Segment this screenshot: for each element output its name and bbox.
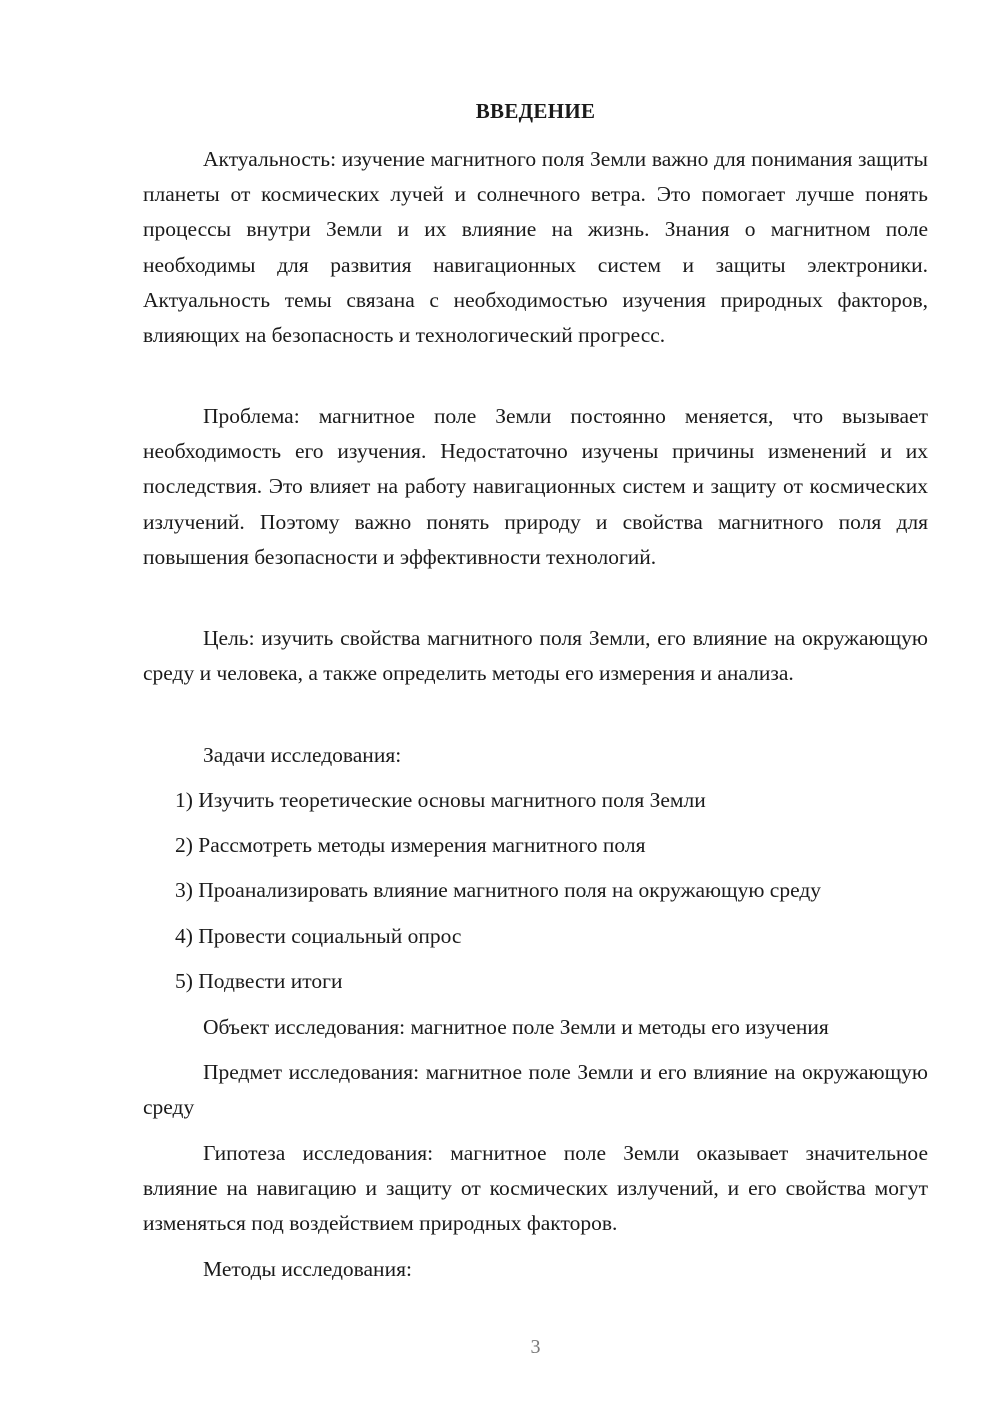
methods-heading: Методы исследования: <box>203 1257 412 1281</box>
paragraph-problem: Проблема: магнитное поле Земли постоянно меняется, что вызывает необходимость его изучения. Недостаточно изучены причины изменений и их последствия. Это влияет на работу навигационных систем и защиту от космических излучений. Поэтому важно понять природу и свойства магнитного поля для повышения безопасности и эффективности технологий. <box>143 404 928 569</box>
paragraph-goal: Цель: изучить свойства магнитного поля Земли, его влияние на окружающую среду и человека, а также определить методы его измерения и анализа. <box>143 626 928 686</box>
section-title: ВВЕДЕНИЕ <box>475 99 596 123</box>
document-page <box>143 0 928 1414</box>
task-item-5: 5) Подвести итоги <box>175 969 343 993</box>
paragraph-hypothesis: Гипотеза исследования: магнитное поле Земли оказывает значительное влияние на навигацию и защиту от космических излучений, и его свойства могут изменяться под воздействием природных факторов. <box>143 1141 928 1236</box>
task-item-2: 2) Рассмотреть методы измерения магнитного поля <box>175 833 646 857</box>
task-item-4: 4) Провести социальный опрос <box>175 924 462 948</box>
paragraph-object: Объект исследования: магнитное поле Земли и методы его изучения <box>203 1015 829 1039</box>
page-number: 3 <box>530 1336 541 1358</box>
task-item-3: 3) Проанализировать влияние магнитного поля на окружающую среду <box>175 878 822 902</box>
task-item-1: 1) Изучить теоретические основы магнитного поля Земли <box>175 788 706 812</box>
paragraph-subject: Предмет исследования: магнитное поле Земли и его влияние на окружающую среду <box>143 1060 928 1120</box>
paragraph-relevance: Актуальность: изучение магнитного поля Земли важно для понимания защиты планеты от космических лучей и солнечного ветра. Это помогает лучше понять процессы внутри Земли и их влияние на жизнь. Знания о магнитном поле необходимы для развития навигационных систем и защиты электроники. Актуальность темы связана с необходимостью изучения природных факторов, влияющих на безопасность и технологический прогресс. <box>143 147 928 348</box>
tasks-heading: Задачи исследования: <box>203 743 402 767</box>
